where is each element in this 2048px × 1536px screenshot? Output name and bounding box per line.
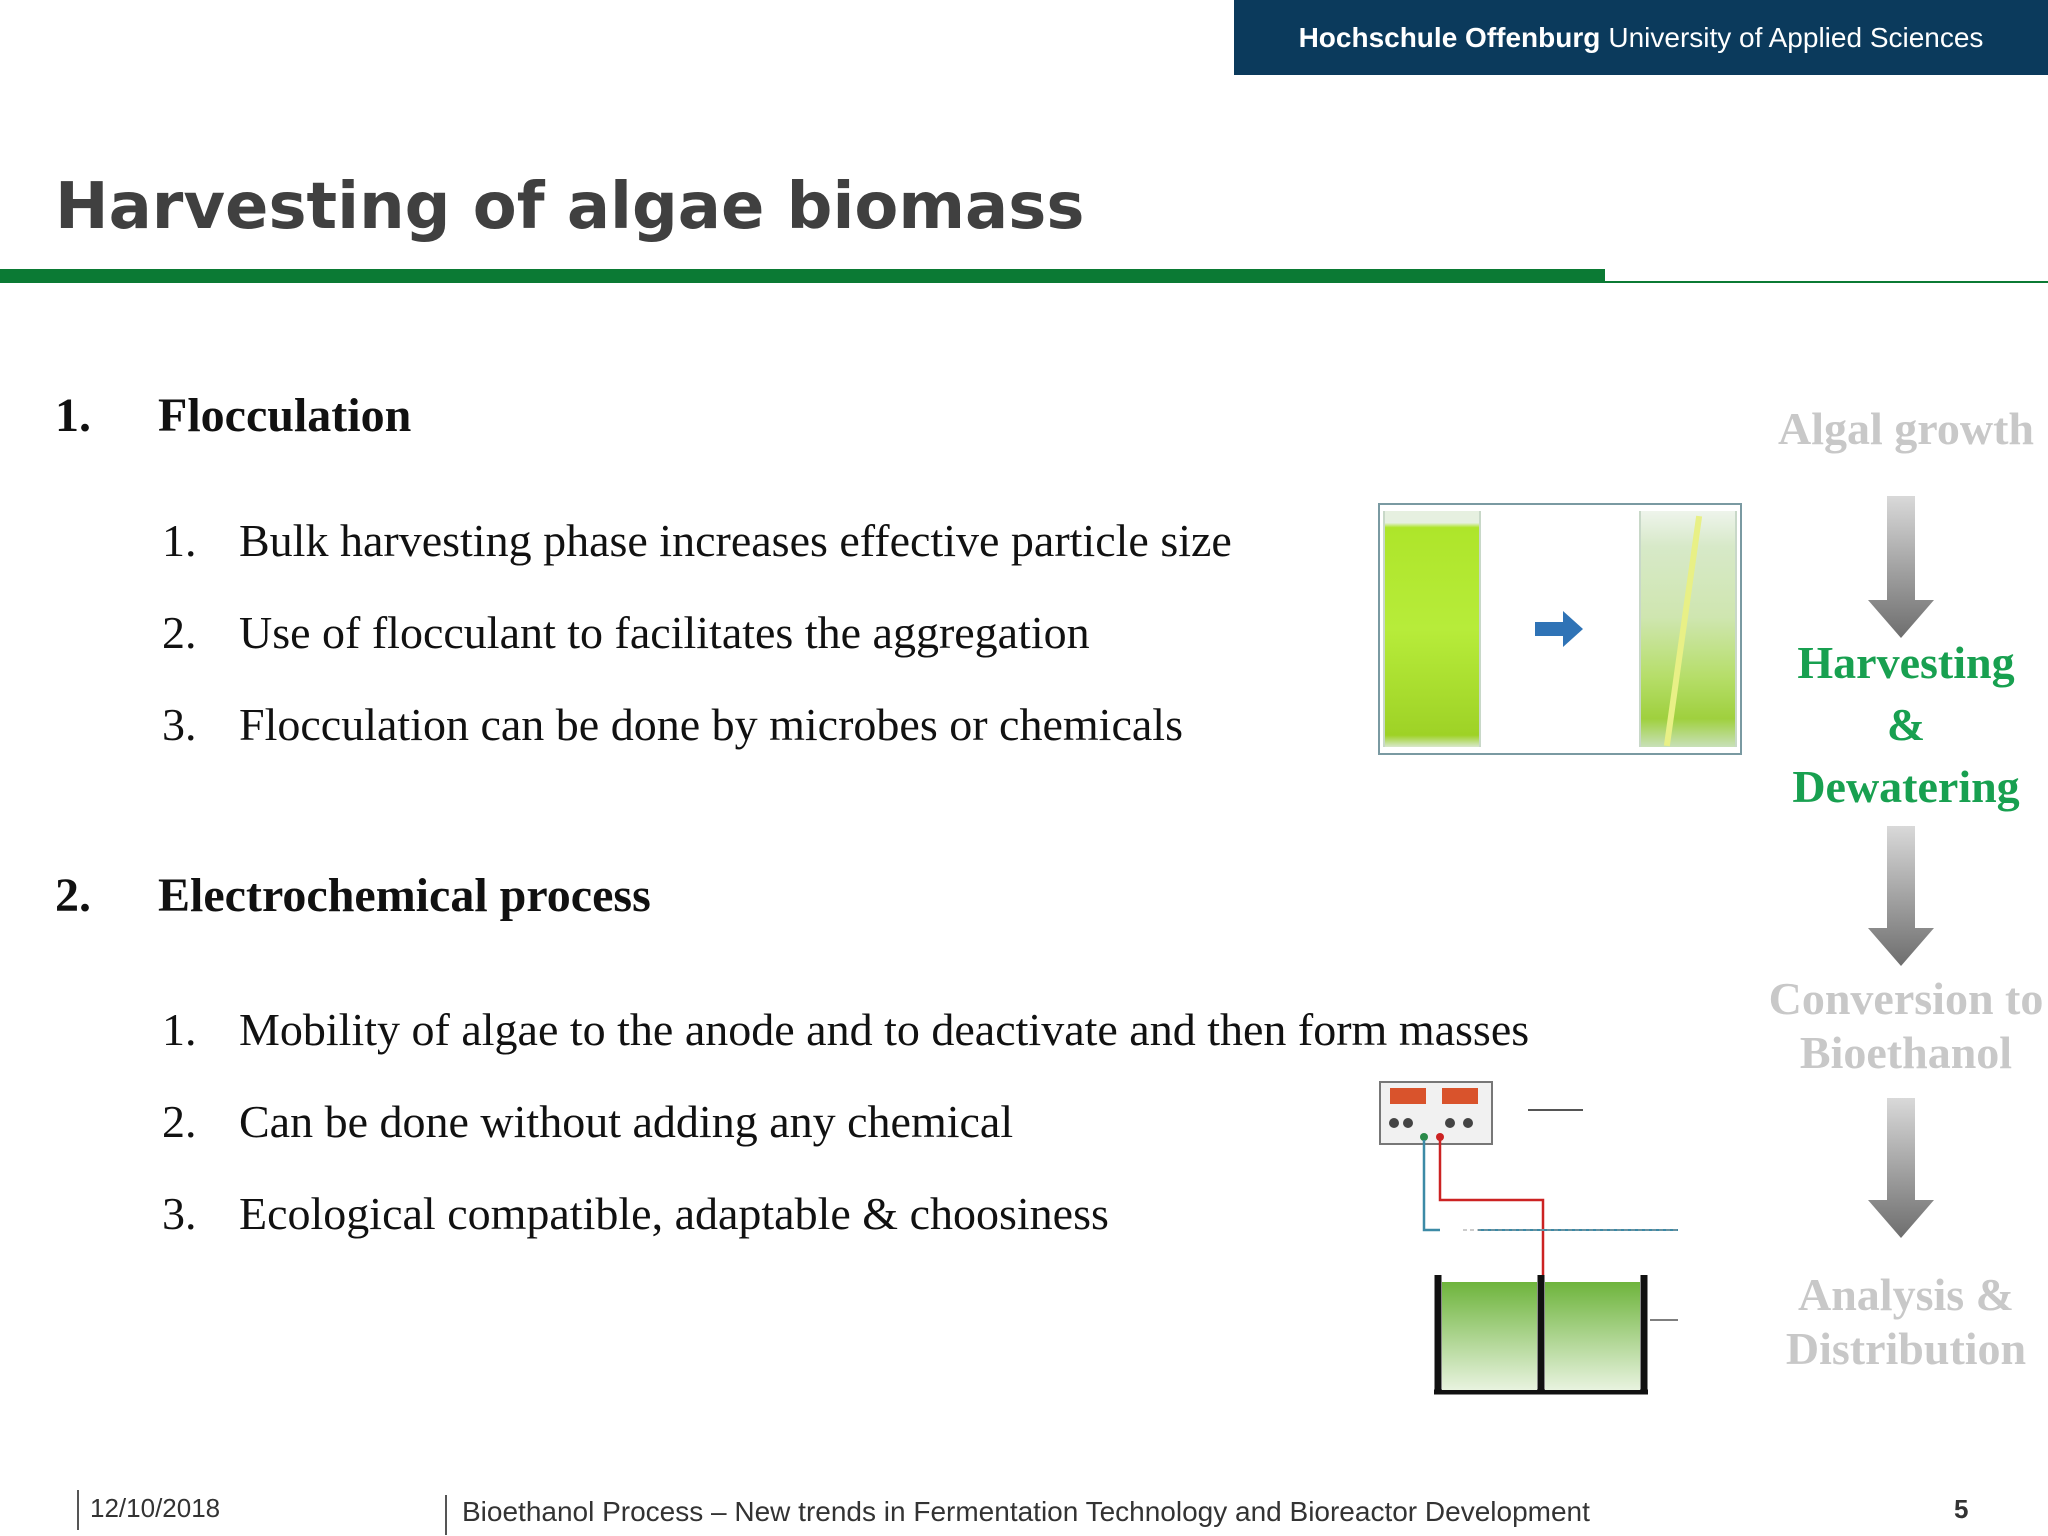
title-underline-thin — [1605, 281, 2048, 283]
list-item-number: 2. — [162, 607, 197, 658]
list-item — [162, 606, 1090, 659]
section-number: 1. — [55, 389, 91, 442]
slide-title: Harvesting of algae biomass — [55, 170, 1085, 244]
flocculation-image — [1378, 503, 1742, 755]
section-number: 2. — [55, 869, 91, 922]
list-item-text: Can be done without adding any chemical — [239, 1096, 1014, 1147]
flow-step-conversion-bioethanol — [1762, 972, 2048, 1080]
list-item — [162, 1095, 1013, 1148]
list-item — [162, 1187, 1109, 1240]
list-item-number: 1. — [162, 1004, 197, 1055]
institution-header — [1234, 0, 2048, 75]
cell-chamber-right — [1545, 1282, 1640, 1390]
flow-step-line: Algal growth — [1778, 403, 2034, 454]
flow-step-line: Dewatering — [1792, 761, 2020, 812]
down-arrow-icon — [1868, 1098, 1934, 1238]
title-underline — [0, 269, 1605, 283]
down-arrow-icon — [1868, 826, 1934, 966]
flow-step-analysis-distribution — [1770, 1268, 2042, 1376]
footer-title: Bioethanol Process – New trends in Fermentation Technology and Bioreactor Development — [462, 1496, 1590, 1527]
list-item-number: 3. — [162, 699, 197, 750]
list-item-text: Flocculation can be done by microbes or chemicals — [239, 699, 1183, 750]
down-arrow-icon — [1868, 496, 1934, 638]
section-heading-flocculation — [55, 388, 411, 443]
list-item-number: 2. — [162, 1096, 197, 1147]
footer-divider — [445, 1495, 447, 1535]
section-heading-electrochemical — [55, 868, 651, 923]
flow-step-line: Harvesting — [1797, 637, 2015, 688]
flow-step-harvesting-dewatering — [1770, 632, 2042, 818]
institution-name: Hochschule Offenburg — [1298, 21, 1601, 53]
flow-step-line: Analysis & — [1798, 1269, 2014, 1320]
right-arrow-icon — [1535, 611, 1585, 647]
list-item-number: 3. — [162, 1188, 197, 1239]
footer-divider — [77, 1490, 79, 1530]
list-item-text: Mobility of algae to the anode and to deactivate and then form masses — [239, 1004, 1530, 1055]
list-item-text: Bulk harvesting phase increases effective particle size — [239, 515, 1232, 566]
cell-chamber-left — [1442, 1282, 1537, 1390]
list-item — [162, 1003, 1529, 1056]
list-item-text: Use of flocculant to facilitates the aggregation — [239, 607, 1090, 658]
page-number: 5 — [1954, 1494, 1969, 1524]
algae-tube-after — [1639, 511, 1737, 747]
flow-step-algal-growth — [1770, 402, 2042, 456]
algae-tube-before — [1383, 511, 1481, 747]
list-item — [162, 698, 1183, 751]
list-item-text: Ecological compatible, adaptable & choosiness — [239, 1188, 1109, 1239]
list-item-number: 1. — [162, 515, 197, 566]
power-display-right — [1442, 1088, 1478, 1104]
flow-step-line: Conversion to — [1768, 973, 2044, 1024]
electrochemical-cell-diagram — [1378, 1080, 1738, 1400]
flow-step-line: Bioethanol — [1799, 1027, 2013, 1078]
institution-subtitle: University of Applied Sciences — [1608, 21, 1984, 53]
power-display-left — [1390, 1088, 1426, 1104]
section-heading-text: Flocculation — [158, 389, 412, 442]
section-heading-text: Electrochemical process — [158, 869, 651, 922]
list-item — [162, 514, 1232, 567]
footer-date: 12/10/2018 — [90, 1493, 221, 1523]
flow-step-line: & — [1886, 699, 1926, 750]
flow-step-line: Distribution — [1785, 1323, 2027, 1374]
